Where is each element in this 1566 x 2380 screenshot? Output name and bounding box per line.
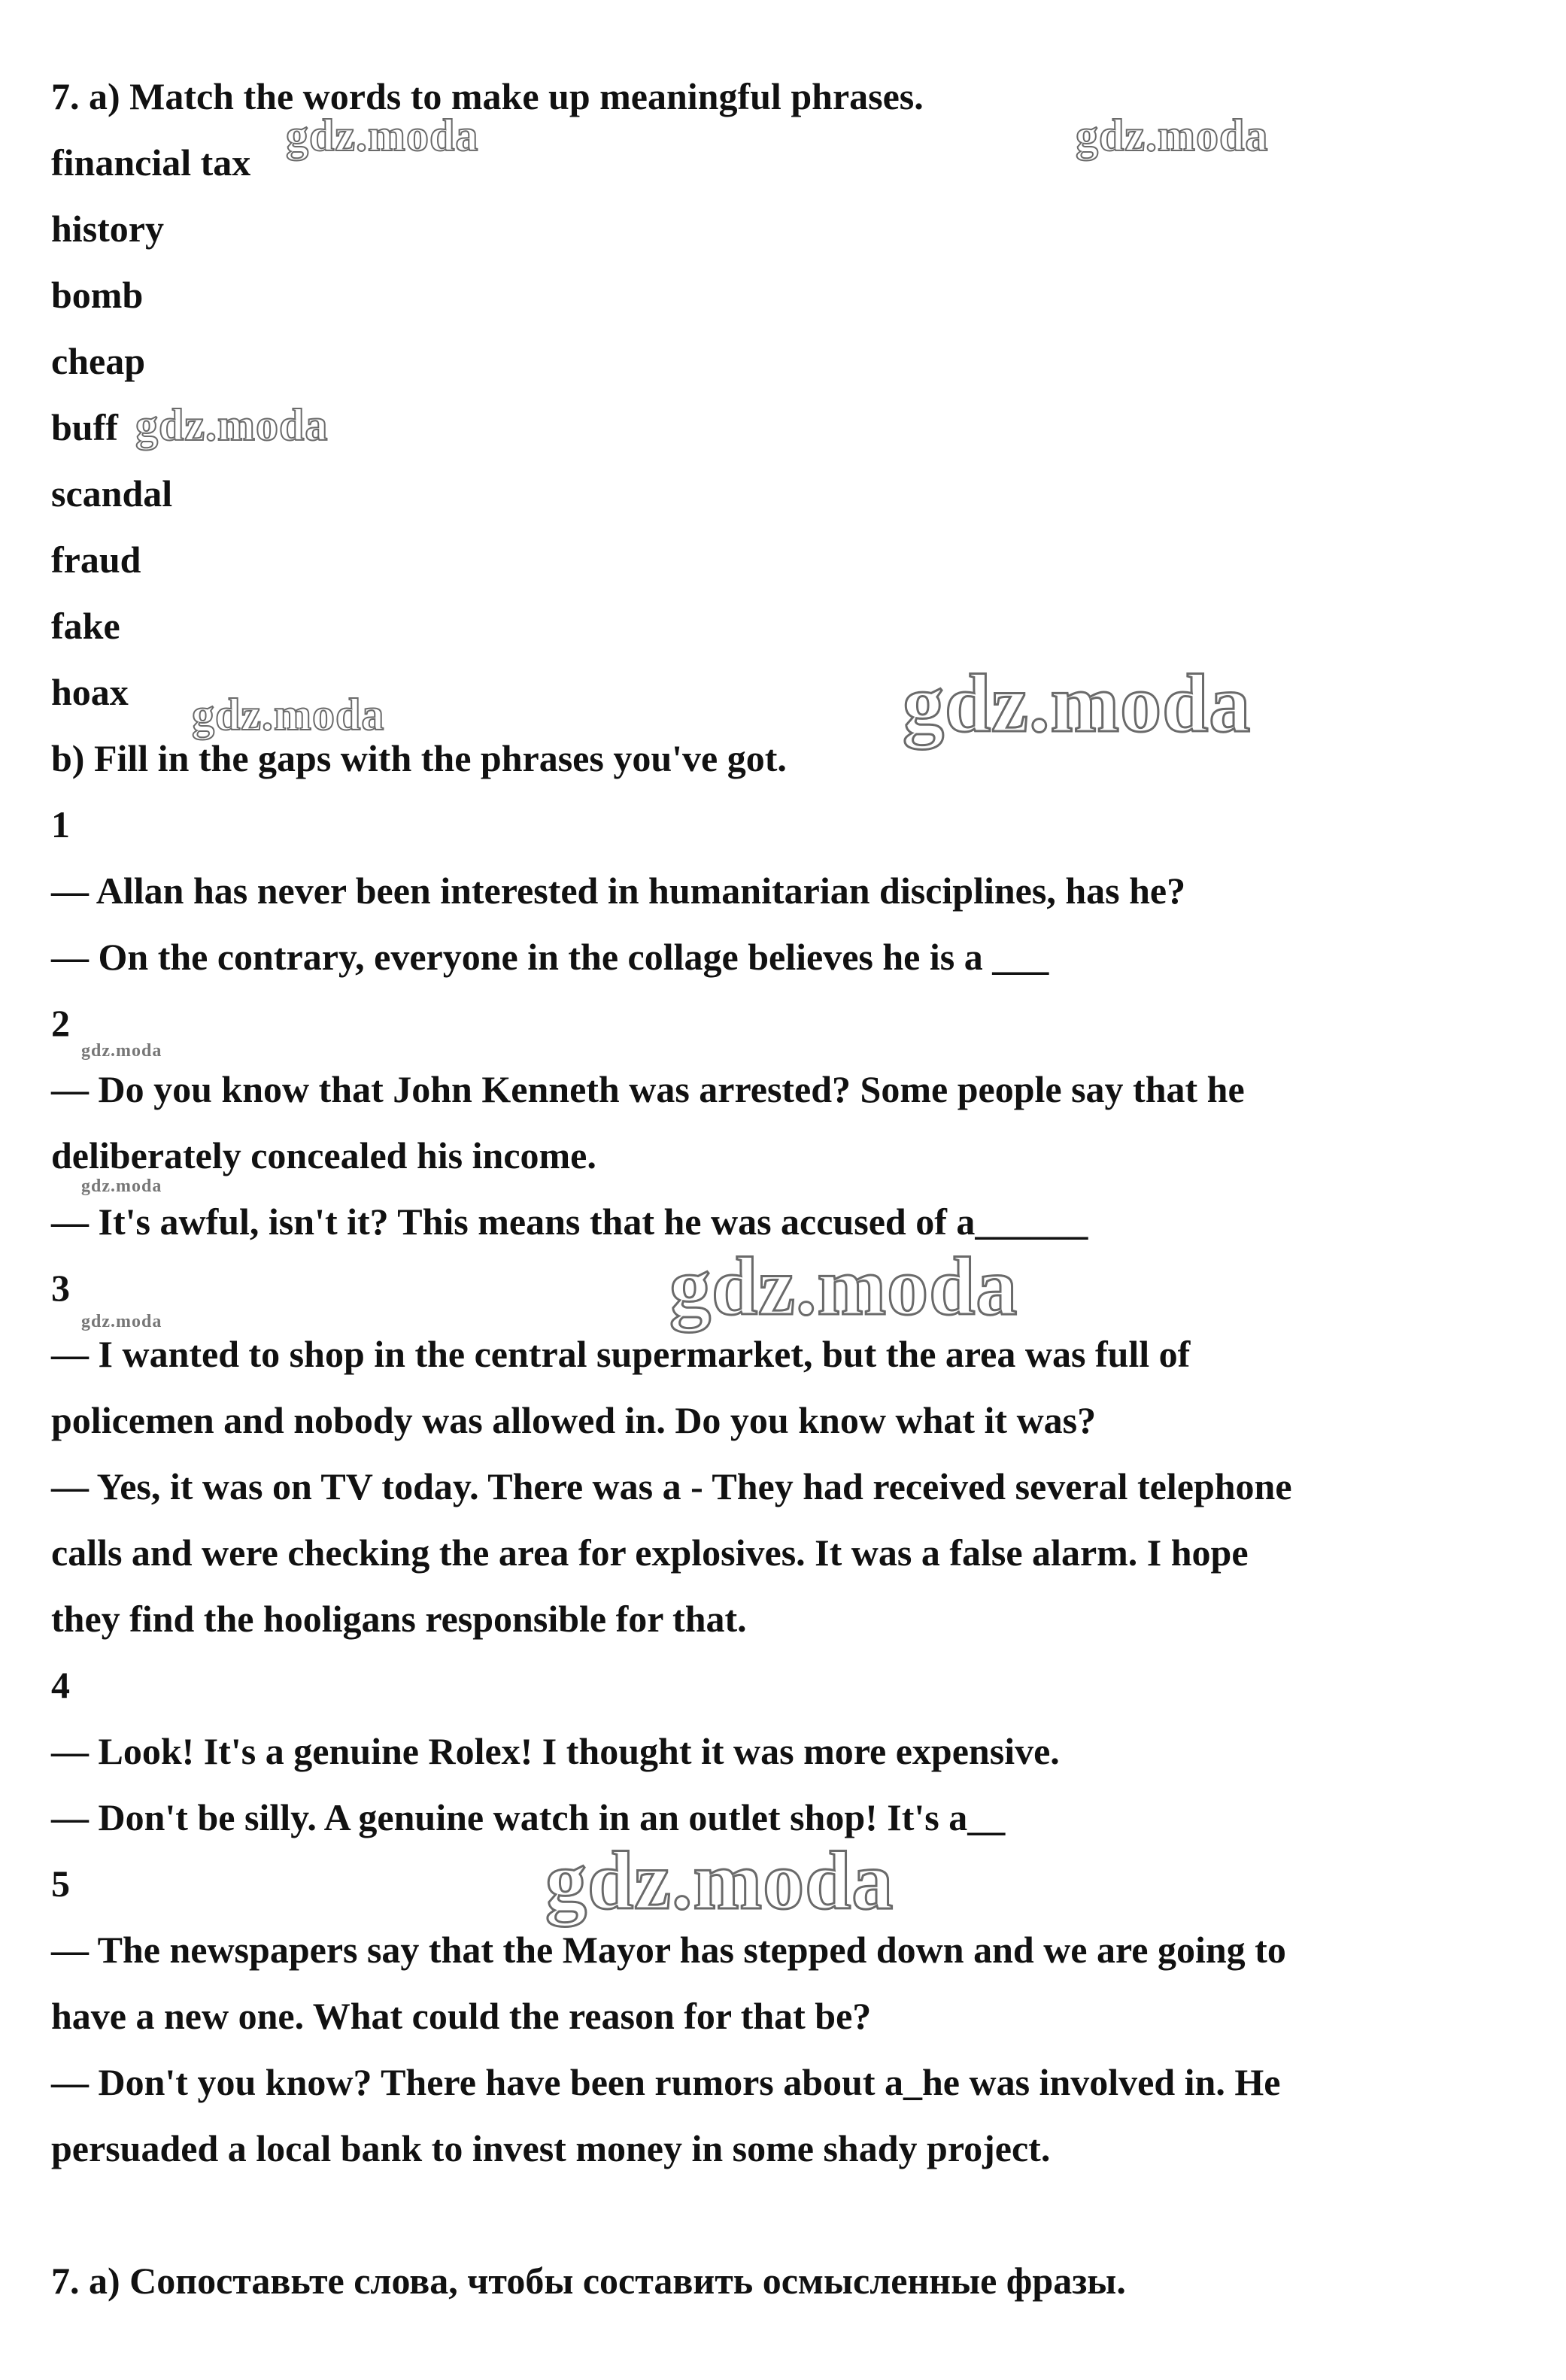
dialogue-number: 3 xyxy=(51,1267,70,1309)
word-item: cheap xyxy=(51,340,145,382)
watermark: gdz.moda xyxy=(545,1835,894,1926)
watermark: gdz.moda xyxy=(903,657,1252,749)
watermark: gdz.moda xyxy=(286,111,479,160)
dialogue-line: policemen and nobody was allowed in. Do you know what it was? xyxy=(51,1399,1097,1441)
part-b-title: b) Fill in the gaps with the phrases you've got. xyxy=(51,737,787,779)
translation-title: 7. a) Сопоставьте слова, чтобы составить осмысленные фразы. xyxy=(51,2260,1126,2302)
watermark: gdz.moda xyxy=(192,690,385,739)
part-a-title: 7. a) Match the words to make up meaningful phrases. xyxy=(51,75,924,117)
dialogue-line: they find the hooligans responsible for that. xyxy=(51,1598,747,1640)
word-item: buff xyxy=(51,406,118,448)
watermark: gdz.moda xyxy=(81,1041,162,1061)
word-item: fraud xyxy=(51,539,141,581)
dialogue-line: persuaded a local bank to invest money in some shady project. xyxy=(51,2127,1051,2169)
dialogue-line: — It's awful, isn't it? This means that he was accused of a______ xyxy=(51,1201,1088,1243)
word-item: history xyxy=(51,208,164,250)
word-item: bomb xyxy=(51,274,144,316)
dialogue-line: calls and were checking the area for explosives. It was a false alarm. I hope xyxy=(51,1532,1249,1574)
dialogue-line: — On the contrary, everyone in the collage believes he is a ___ xyxy=(51,936,1049,978)
word-item: scandal xyxy=(51,472,173,515)
dialogue-number: 1 xyxy=(51,803,70,845)
dialogue-line: — Don't be silly. A genuine watch in an outlet shop! It's a__ xyxy=(51,1796,1006,1838)
dialogue-number: 4 xyxy=(51,1664,70,1706)
watermark: gdz.moda xyxy=(81,1312,162,1331)
word-item: financial tax xyxy=(51,141,251,184)
dialogue-line: — Yes, it was on TV today. There was a - They had received several telephone xyxy=(51,1465,1292,1507)
dialogue-line: deliberately concealed his income. xyxy=(51,1134,596,1176)
watermark: gdz.moda xyxy=(135,400,329,450)
dialogue-number: 5 xyxy=(51,1862,70,1905)
watermark: gdz.moda xyxy=(669,1240,1018,1332)
word-item: hoax xyxy=(51,671,129,713)
dialogue-line: — Look! It's a genuine Rolex! I thought it was more expensive. xyxy=(51,1730,1060,1772)
dialogue-line: have a new one. What could the reason for that be? xyxy=(51,1995,872,2037)
dialogue-number: 2 xyxy=(51,1002,70,1044)
dialogue-line: — Allan has never been interested in humanitarian disciplines, has he? xyxy=(51,870,1186,912)
word-item: fake xyxy=(51,605,120,647)
dialogue-line: — Don't you know? There have been rumors about a_he was involved in. He xyxy=(51,2061,1281,2103)
dialogue-line: — The newspapers say that the Mayor has stepped down and we are going to xyxy=(51,1929,1286,1971)
watermark: gdz.moda xyxy=(81,1176,162,1196)
watermark: gdz.moda xyxy=(1076,111,1269,160)
dialogue-line: — Do you know that John Kenneth was arrested? Some people say that he xyxy=(51,1068,1245,1110)
dialogue-line: — I wanted to shop in the central supermarket, but the area was full of xyxy=(51,1333,1191,1375)
